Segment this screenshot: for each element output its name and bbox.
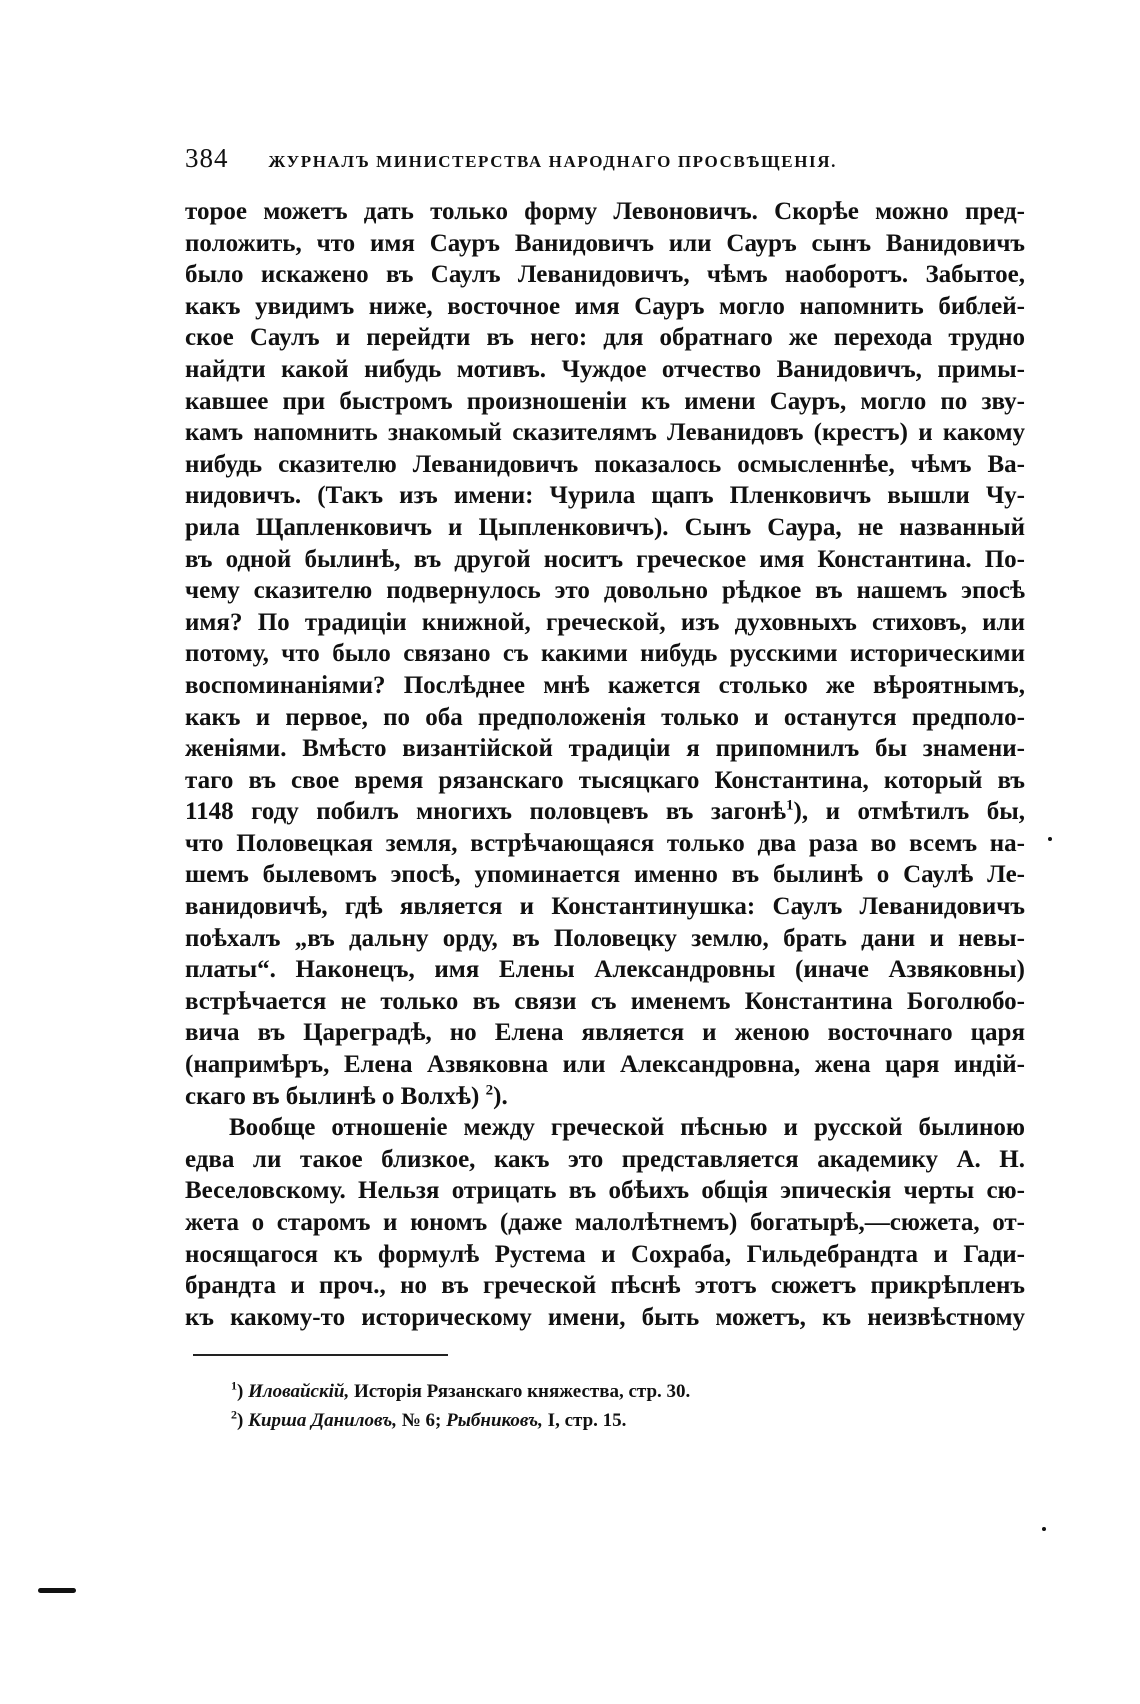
text-line: потому, что было связано съ какими нибудь русскими историческими (185, 640, 1025, 668)
text-line: что Половецкая земля, встрѣчающаяся только два раза во всемъ на- (185, 829, 1025, 857)
text-line: (напримѣръ, Елена Азвяковна или Александровна, жена царя индій- (185, 1051, 1025, 1079)
text-line: платы“. Наконецъ, имя Елены Александровны (иначе Азвяковны) (185, 956, 1025, 984)
text-line: брандта и проч., но въ греческой пѣснѣ этотъ сюжетъ прикрѣпленъ (185, 1272, 1025, 1300)
text-line: ское Саулъ и перейдти въ него: для обратнаго же перехода трудно (185, 324, 1025, 352)
text-line: жета о старомъ и юномъ (даже малолѣтнемъ) богатырѣ,—сюжета, от- (185, 1209, 1025, 1236)
footnote-2: $^2$) Кирша Даниловъ, № 6; Рыбниковъ, I, стр. 15. (231, 1408, 627, 1432)
text-line: чему сказителю подвернулось это довольно рѣдкое въ нашемъ эпосѣ (185, 577, 1025, 605)
book-page (185, 143, 1025, 1435)
text-line: 1148 году побилъ многихъ половцевъ въ загонѣ$^1$), и отмѣтилъ бы, (185, 797, 1025, 826)
text-line: едва ли такое близкое, какъ это представляется академику А. Н. (185, 1145, 1025, 1173)
footnotes (185, 1377, 1025, 1435)
journal-title: ЖУРНАЛЪ МИНИСТЕРСТВА НАРОДНАГО ПРОСВѢЩЕНІЯ. (268, 152, 837, 171)
text-line: въ одной былинѣ, въ другой носитъ греческое имя Константина. По- (185, 545, 1025, 573)
text-line: какъ увидимъ ниже, восточное имя Сауръ могло напомнить библей- (185, 292, 1025, 320)
text-line: женіями. Вмѣсто византійской традиціи я припомнилъ бы знамени- (185, 735, 1025, 763)
footnote-ref-2[interactable]: 2 (485, 1082, 494, 1099)
text-line: имя? По традиціи книжной, греческой, изъ духовныхъ стиховъ, или (185, 608, 1025, 636)
text-line: торое можетъ дать только форму Левоновичъ. Скорѣе можно пред- (185, 198, 1025, 225)
text-line: къ какому-то историческому имени, быть можетъ, къ неизвѣстному (185, 1303, 1025, 1331)
text-line: какъ и первое, по оба предположенія только и останутся предполо- (185, 703, 1025, 731)
text-line: поѣхалъ „въ дальну орду, въ Половецку землю, брать дани и невы- (185, 924, 1025, 952)
text-line: таго въ свое время рязанскаго тысяцкаго Константина, который въ (185, 766, 1025, 794)
text-line: носящагося къ формулѣ Рустема и Сохраба, Гильдебрандта и Гади- (185, 1240, 1025, 1268)
text-line: найдти какой нибудь мотивъ. Чуждое отчество Ванидовичъ, примы- (185, 355, 1025, 383)
page-number: 384 (185, 143, 229, 173)
running-head (185, 143, 1025, 174)
text-line: воспоминаніями? Послѣднее мнѣ кажется столько же вѣроятнымъ, (185, 671, 1025, 699)
text-line: Вообще отношеніе между греческой пѣснью и русской былиною (229, 1114, 1025, 1142)
body-text (185, 196, 1025, 1333)
margin-speck (1042, 1527, 1046, 1531)
footnote-ref-1[interactable]: 1 (786, 797, 794, 814)
text-line: вича въ Цареградѣ, но Елена является и женою восточнаго царя (185, 1019, 1025, 1047)
text-line: положить, что имя Сауръ Ванидовичъ или Сауръ сынъ Ванидовичъ (185, 229, 1025, 257)
text-line: ванидовичѣ, гдѣ является и Константинушка: Саулъ Леванидовичъ (185, 893, 1025, 921)
footnote-divider (193, 1354, 448, 1356)
text-line: было искажено въ Саулъ Леванидовичъ, чѣмъ наоборотъ. Забытое, (185, 261, 1025, 289)
text-line: встрѣчается не только въ связи съ именемъ Константина Боголюбо- (185, 987, 1025, 1015)
footnote-1: $^1$) Иловайскій, Исторія Рязанскаго княжества, стр. 30. (231, 1379, 691, 1403)
text-line: нибудь сказителю Леванидовичъ показалось осмысленнѣе, чѣмъ Ва- (185, 450, 1025, 478)
text-line: рила Щапленковичъ и Цыпленковичъ). Сынъ Саура, не названный (185, 513, 1025, 541)
text-line: нидовичъ. (Такъ изъ имени: Чурила щапъ Пленковичъ вышли Чу- (185, 482, 1025, 510)
text-line: шемъ былевомъ эпосѣ, упоминается именно въ былинѣ о Саулѣ Ле- (185, 861, 1025, 889)
margin-speck (1048, 837, 1052, 841)
text-line: камъ напомнить знакомый сказителямъ Леванидовъ (крестъ) и какому (185, 419, 1025, 447)
text-line: Веселовскому. Нельзя отрицать въ обѣихъ общія эпическія черты сю- (185, 1177, 1025, 1205)
text-line: скаго въ былинѣ о Волхѣ) $^2$). (185, 1082, 508, 1110)
text-line: кавшее при быстромъ произношеніи къ имени Сауръ, могло по зву- (185, 387, 1025, 415)
margin-dash-mark (38, 1588, 76, 1593)
